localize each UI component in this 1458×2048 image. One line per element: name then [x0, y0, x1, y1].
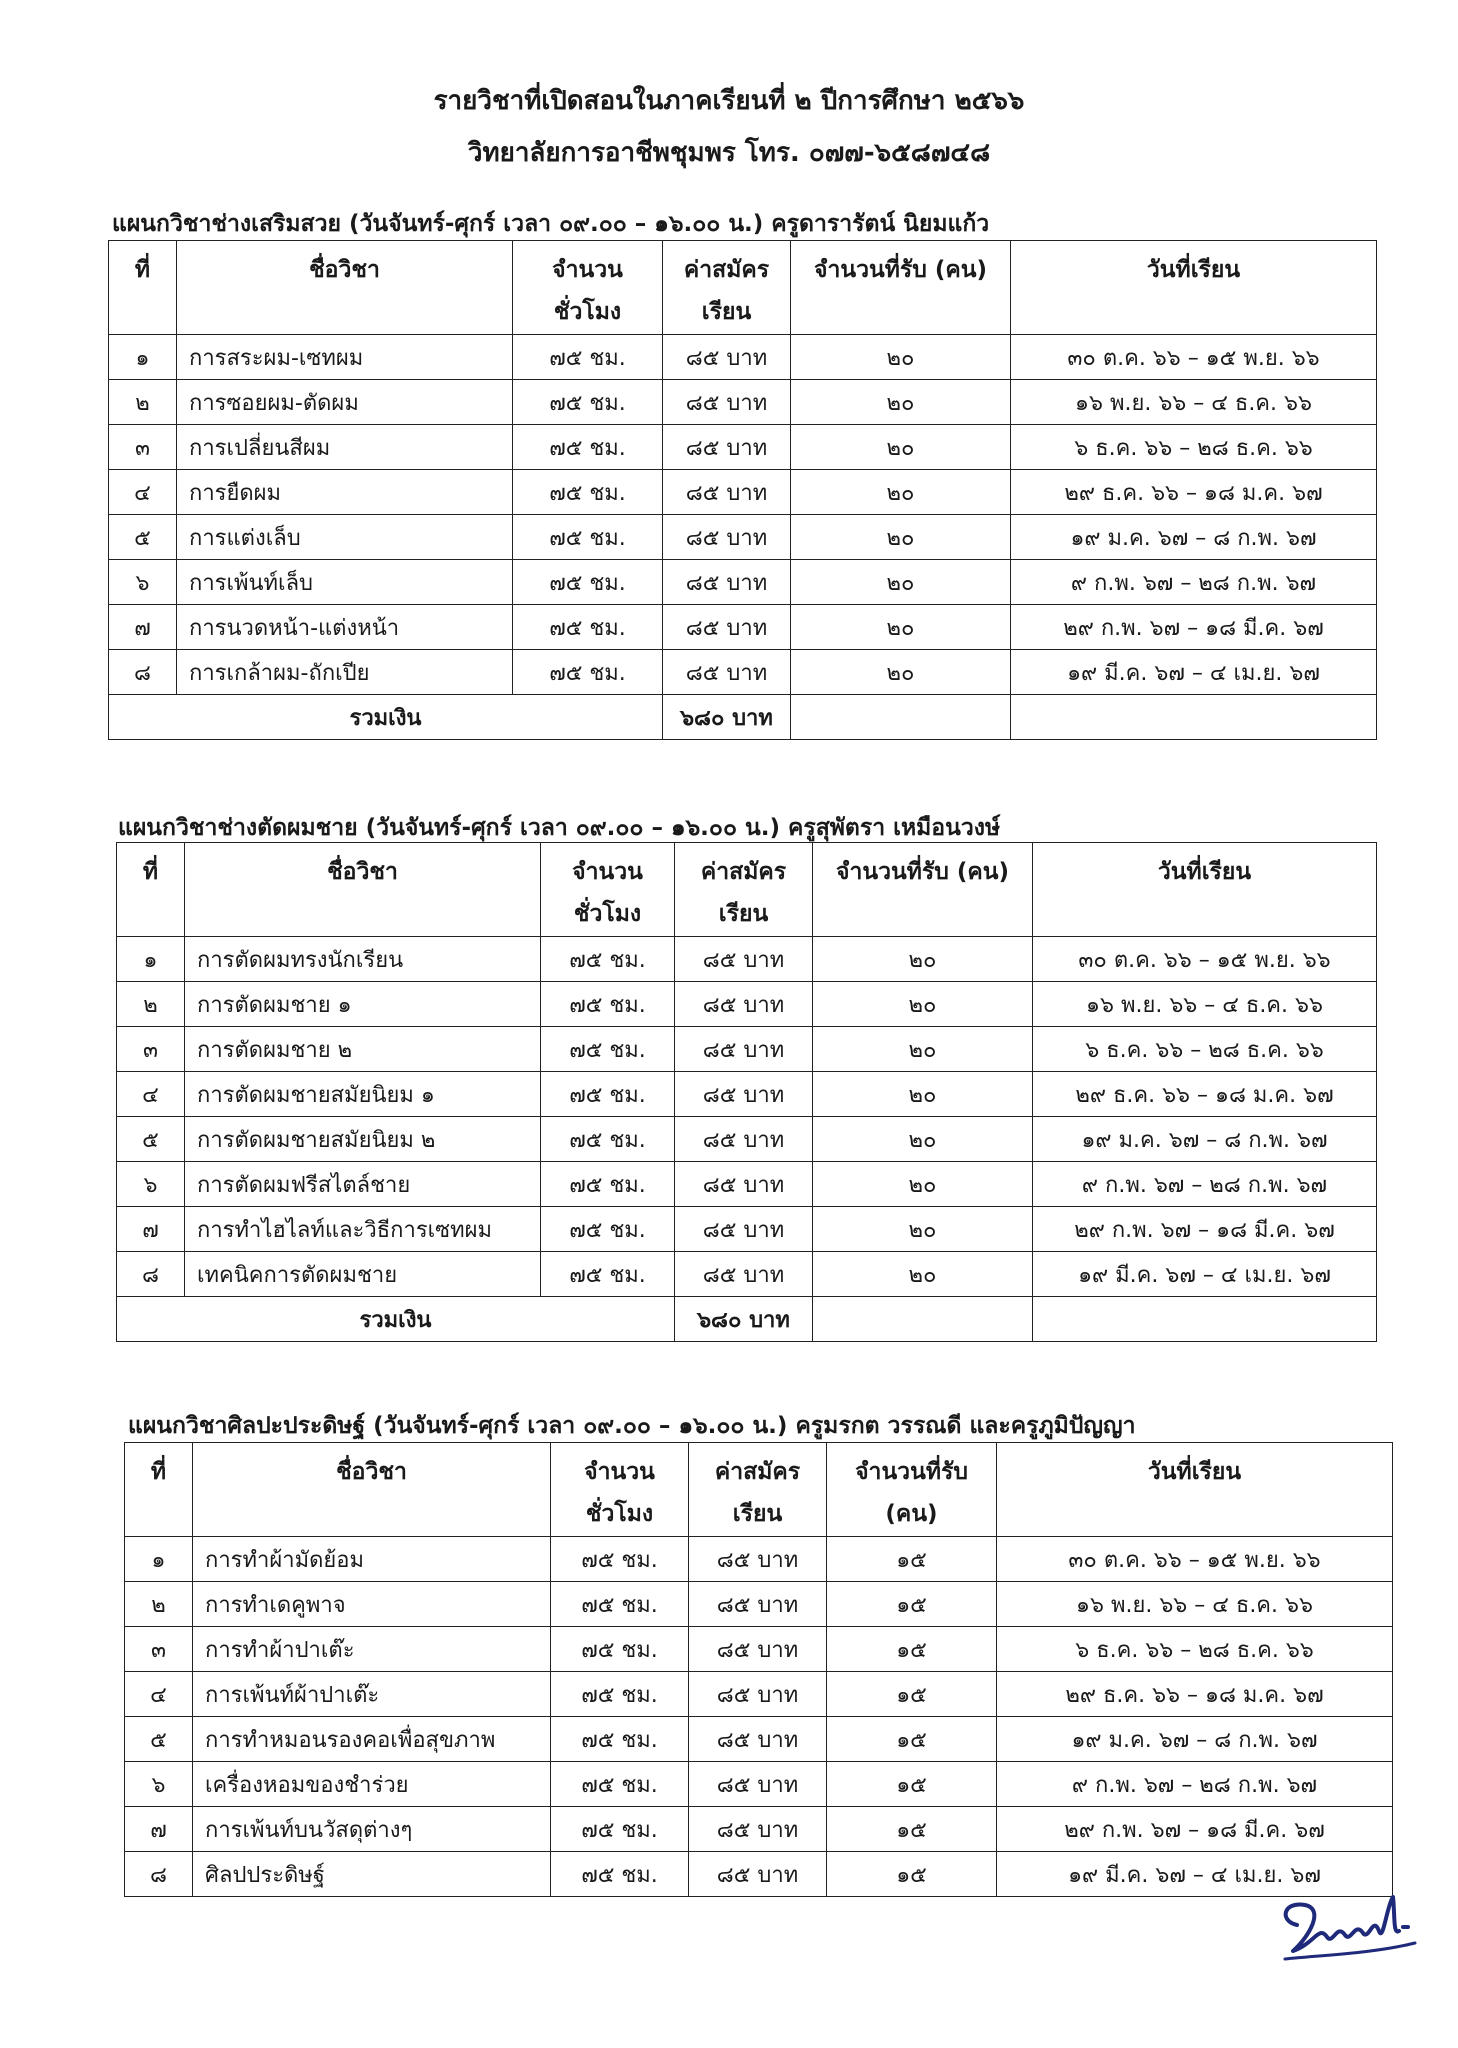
table-row: ๔ การเพ้นท์ผ้าปาเต๊ะ ๗๕ ชม. ๘๕ บาท ๑๕ ๒๙ ธ.ค. ๖๖ – ๑๘ ม.ค. ๖๗ [125, 1672, 1393, 1717]
section-title: แผนกวิชาศิลปะประดิษฐ์ (วันจันทร์-ศุกร์ เวลา ๐๙.๐๐ – ๑๖.๐๐ น.) ครูมรกต วรรณดี และครูภูมิปัญญา [128, 1413, 1136, 1439]
header-fee: ค่าสมัคร เรียน [663, 241, 791, 335]
table-row: ๕ การทำหมอนรองคอเพื่อสุขภาพ ๗๕ ชม. ๘๕ บาท ๑๕ ๑๙ ม.ค. ๖๗ – ๘ ก.พ. ๖๗ [125, 1717, 1393, 1762]
table-row: ๖ การเพ้นท์เล็บ ๗๕ ชม. ๘๕ บาท ๒๐ ๙ ก.พ. ๖๗ – ๒๘ ก.พ. ๖๗ [109, 560, 1377, 605]
total-label: รวมเงิน [117, 1297, 675, 1342]
document-subtitle: วิทยาลัยการอาชีพชุมพร โทร. ๐๗๗-๖๕๘๗๔๘ [467, 138, 991, 168]
header-dates: วันที่เรียน [997, 1443, 1393, 1537]
table-row: ๗ การนวดหน้า-แต่งหน้า ๗๕ ชม. ๘๕ บาท ๒๐ ๒๙ ก.พ. ๖๗ – ๑๘ มี.ค. ๖๗ [109, 605, 1377, 650]
header-capacity: จำนวนที่รับ (คน) [827, 1443, 997, 1537]
header-fee: ค่าสมัคร เรียน [675, 843, 813, 937]
total-label: รวมเงิน [109, 695, 663, 740]
table-row: ๕ การตัดผมชายสมัยนิยม ๒ ๗๕ ชม. ๘๕ บาท ๒๐ ๑๙ ม.ค. ๖๗ – ๘ ก.พ. ๖๗ [117, 1117, 1377, 1162]
total-row [117, 1297, 1377, 1342]
signature-icon [1275, 1885, 1425, 1965]
table-row: ๑ การตัดผมทรงนักเรียน ๗๕ ชม. ๘๕ บาท ๒๐ ๓๐ ต.ค. ๖๖ – ๑๕ พ.ย. ๖๖ [117, 937, 1377, 982]
header-fee: ค่าสมัคร เรียน [689, 1443, 827, 1537]
course-table [124, 1442, 1393, 1897]
table-row: ๔ การตัดผมชายสมัยนิยม ๑ ๗๕ ชม. ๘๕ บาท ๒๐ ๒๙ ธ.ค. ๖๖ – ๑๘ ม.ค. ๖๗ [117, 1072, 1377, 1117]
table-row: ๑ การสระผม-เซทผม ๗๕ ชม. ๘๕ บาท ๒๐ ๓๐ ต.ค. ๖๖ – ๑๕ พ.ย. ๖๖ [109, 335, 1377, 380]
header-dates: วันที่เรียน [1011, 241, 1377, 335]
table-row: ๒ การตัดผมชาย ๑ ๗๕ ชม. ๘๕ บาท ๒๐ ๑๖ พ.ย. ๖๖ – ๔ ธ.ค. ๖๖ [117, 982, 1377, 1027]
table-row: ๒ การซอยผม-ตัดผม ๗๕ ชม. ๘๕ บาท ๒๐ ๑๖ พ.ย. ๖๖ – ๔ ธ.ค. ๖๖ [109, 380, 1377, 425]
header-course-name: ชื่อวิชา [177, 241, 513, 335]
total-value: ๖๘๐ บาท [663, 695, 791, 740]
header-course-name: ชื่อวิชา [193, 1443, 551, 1537]
table-row: ๓ การเปลี่ยนสีผม ๗๕ ชม. ๘๕ บาท ๒๐ ๖ ธ.ค. ๖๖ – ๒๘ ธ.ค. ๖๖ [109, 425, 1377, 470]
header-hours: จำนวน ชั่วโมง [541, 843, 675, 937]
section-title: แผนกวิชาช่างตัดผมชาย (วันจันทร์-ศุกร์ เวลา ๐๙.๐๐ – ๑๖.๐๐ น.) ครูสุพัตรา เหมือนวงษ์ [118, 815, 1001, 841]
total-value: ๖๘๐ บาท [675, 1297, 813, 1342]
course-table [108, 240, 1377, 740]
table-row: ๗ การทำไฮไลท์และวิธีการเซทผม ๗๕ ชม. ๘๕ บาท ๒๐ ๒๙ ก.พ. ๖๗ – ๑๘ มี.ค. ๖๗ [117, 1207, 1377, 1252]
total-row [109, 695, 1377, 740]
header-hours: จำนวน ชั่วโมง [513, 241, 663, 335]
table-row: ๗ การเพ้นท์บนวัสดุต่างๆ ๗๕ ชม. ๘๕ บาท ๑๕ ๒๙ ก.พ. ๖๗ – ๑๘ มี.ค. ๖๗ [125, 1807, 1393, 1852]
course-table [116, 842, 1377, 1342]
header-capacity: จำนวนที่รับ (คน) [813, 843, 1033, 937]
header-capacity: จำนวนที่รับ (คน) [791, 241, 1011, 335]
header-dates: วันที่เรียน [1033, 843, 1377, 937]
table-row: ๖ เครื่องหอมของชำร่วย ๗๕ ชม. ๘๕ บาท ๑๕ ๙ ก.พ. ๖๗ – ๒๘ ก.พ. ๖๗ [125, 1762, 1393, 1807]
header-no: ที่ [109, 241, 177, 335]
table-row: ๓ การตัดผมชาย ๒ ๗๕ ชม. ๘๕ บาท ๒๐ ๖ ธ.ค. ๖๖ – ๒๘ ธ.ค. ๖๖ [117, 1027, 1377, 1072]
table-row: ๓ การทำผ้าปาเต๊ะ ๗๕ ชม. ๘๕ บาท ๑๕ ๖ ธ.ค. ๖๖ – ๒๘ ธ.ค. ๖๖ [125, 1627, 1393, 1672]
table-row: ๘ การเกล้าผม-ถักเปีย ๗๕ ชม. ๘๕ บาท ๒๐ ๑๙ มี.ค. ๖๗ – ๔ เม.ย. ๖๗ [109, 650, 1377, 695]
header-hours: จำนวน ชั่วโมง [551, 1443, 689, 1537]
document-title: รายวิชาที่เปิดสอนในภาคเรียนที่ ๒ ปีการศึกษา ๒๕๖๖ [433, 86, 1025, 116]
table-row: ๕ การแต่งเล็บ ๗๕ ชม. ๘๕ บาท ๒๐ ๑๙ ม.ค. ๖๗ – ๘ ก.พ. ๖๗ [109, 515, 1377, 560]
table-row: ๖ การตัดผมฟรีสไตล์ชาย ๗๕ ชม. ๘๕ บาท ๒๐ ๙ ก.พ. ๖๗ – ๒๘ ก.พ. ๖๗ [117, 1162, 1377, 1207]
table-row: ๔ การยืดผม ๗๕ ชม. ๘๕ บาท ๒๐ ๒๙ ธ.ค. ๖๖ – ๑๘ ม.ค. ๖๗ [109, 470, 1377, 515]
header-course-name: ชื่อวิชา [185, 843, 541, 937]
table-row: ๘ ศิลปประดิษฐ์ ๗๕ ชม. ๘๕ บาท ๑๕ ๑๙ มี.ค. ๖๗ – ๔ เม.ย. ๖๗ [125, 1852, 1393, 1897]
table-row: ๒ การทำเดคูพาจ ๗๕ ชม. ๘๕ บาท ๑๕ ๑๖ พ.ย. ๖๖ – ๔ ธ.ค. ๖๖ [125, 1582, 1393, 1627]
header-no: ที่ [125, 1443, 193, 1537]
section-title: แผนกวิชาช่างเสริมสวย (วันจันทร์-ศุกร์ เวลา ๐๙.๐๐ – ๑๖.๐๐ น.) ครูดารารัตน์ นิยมแก้ว [112, 211, 990, 237]
table-row: ๘ เทคนิคการตัดผมชาย ๗๕ ชม. ๘๕ บาท ๒๐ ๑๙ มี.ค. ๖๗ – ๔ เม.ย. ๖๗ [117, 1252, 1377, 1297]
table-row: ๑ การทำผ้ามัดย้อม ๗๕ ชม. ๘๕ บาท ๑๕ ๓๐ ต.ค. ๖๖ – ๑๕ พ.ย. ๖๖ [125, 1537, 1393, 1582]
header-no: ที่ [117, 843, 185, 937]
